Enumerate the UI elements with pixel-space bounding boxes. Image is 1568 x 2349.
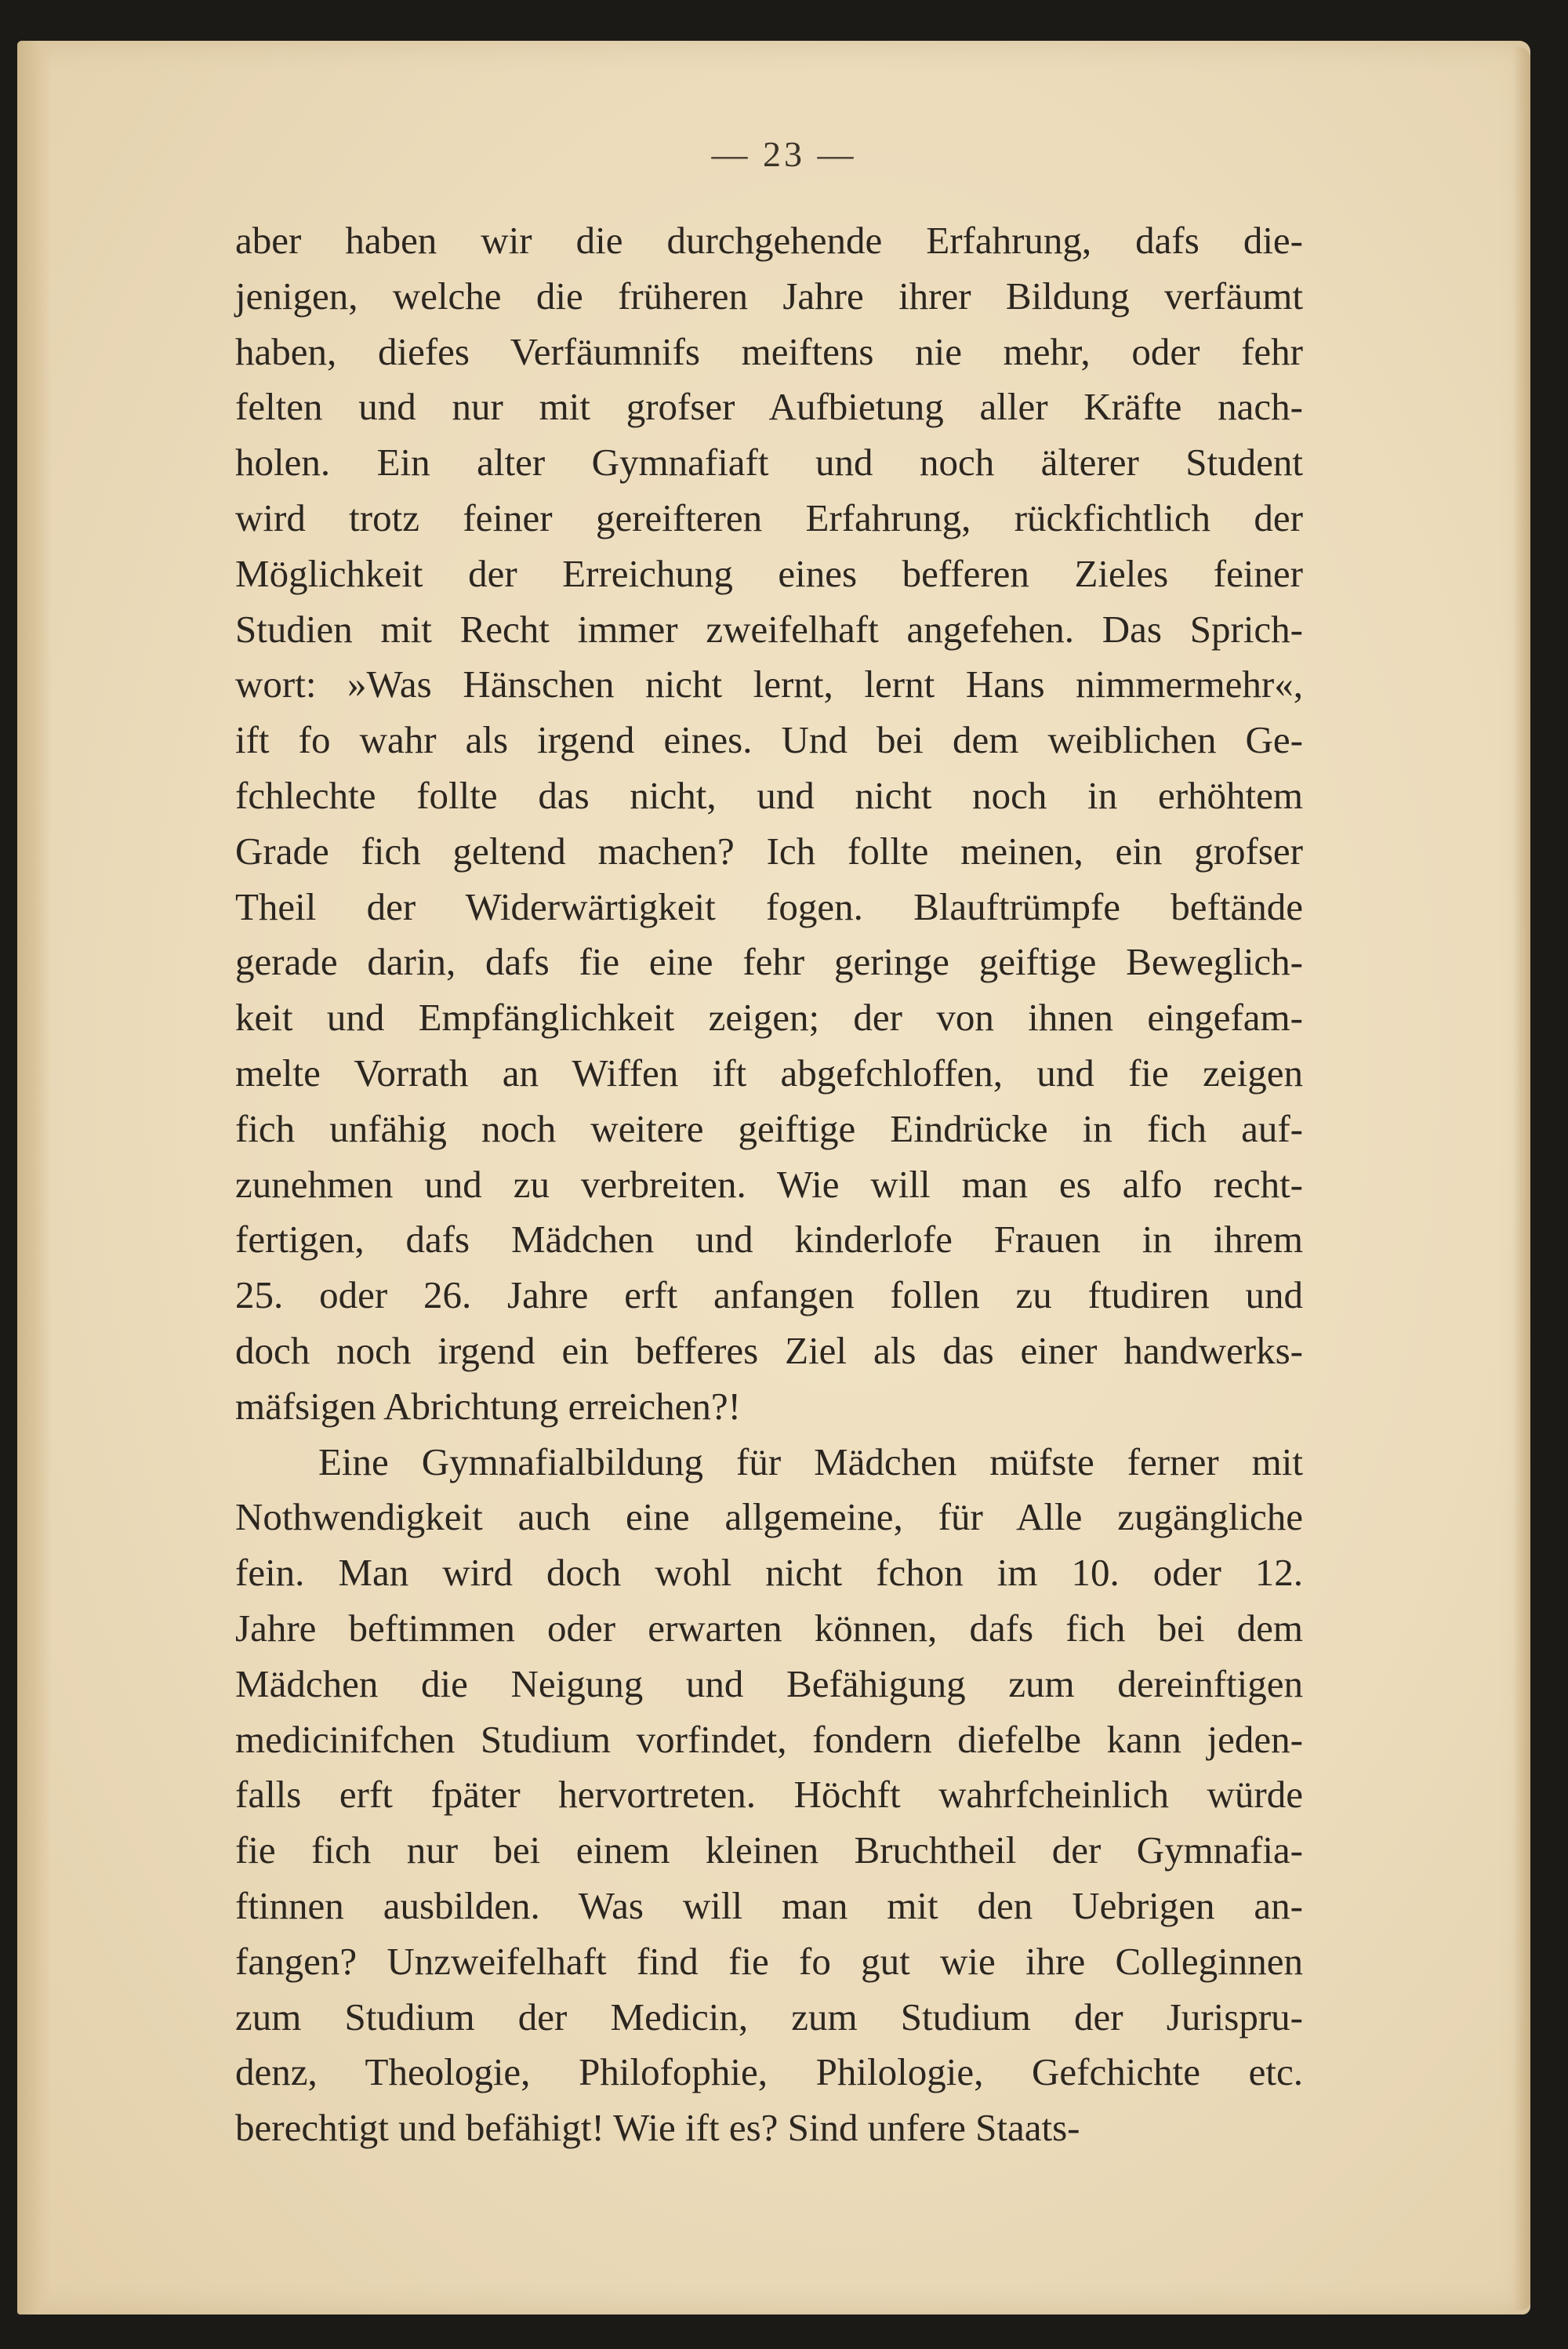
text-line: Eine Gymnafialbildung für Mädchen müfste ferner mit — [318, 1440, 1303, 1483]
page-number: — 23 — — [711, 134, 857, 174]
body-text — [235, 213, 1303, 2156]
text-line: fein. Man wird doch wohl nicht fchon im 10. oder 12. — [235, 1551, 1303, 1595]
text-line: Jahre beftimmen oder erwarten können, dafs fich bei dem — [235, 1606, 1303, 1650]
text-line: doch noch irgend ein befferes Ziel als das einer handwerks- — [235, 1328, 1303, 1372]
text-line: medicinifchen Studium vorfindet, fondern diefelbe kann jeden- — [235, 1717, 1303, 1761]
text-line: Nothwendigkeit auch eine allgemeine, für Alle zugängliche — [235, 1495, 1303, 1539]
text-line: Theil der Widerwärtigkeit fogen. Blauftrümpfe beftände — [235, 884, 1303, 928]
text-line: Grade fich geltend machen? Ich follte meinen, ein grofser — [235, 829, 1303, 873]
text-line: falls erft fpäter hervortreten. Höchft wahrfcheinlich würde — [235, 1773, 1303, 1817]
text-line: wort: »Was Hänschen nicht lernt, lernt Hans nimmermehr«, — [235, 663, 1303, 706]
text-line: Möglichkeit der Erreichung eines befferen Zieles feiner — [235, 551, 1303, 595]
text-line: felten und nur mit grofser Aufbietung aller Kräfte nach- — [235, 385, 1303, 429]
text-line: fertigen, dafs Mädchen und kinderlofe Frauen in ihrem — [235, 1218, 1303, 1262]
text-line: denz, Theologie, Philofophie, Philologie, Gefchichte etc. — [235, 2050, 1303, 2094]
text-line: haben, diefes Verfäumnifs meiftens nie mehr, oder fehr — [235, 329, 1303, 373]
text-line: berechtigt und befähigt! Wie ift es? Sind unfere Staats- — [235, 2106, 1080, 2150]
text-line: holen. Ein alter Gymnafiaft und noch älterer Student — [235, 441, 1303, 485]
text-line: Studien mit Recht immer zweifelhaft angefehen. Das Sprich- — [235, 607, 1303, 651]
text-line: Mädchen die Neigung und Befähigung zum dereinftigen — [235, 1661, 1303, 1705]
text-line: aber haben wir die durchgehende Erfahrung, dafs die- — [235, 219, 1303, 262]
text-line: fchlechte follte das nicht, und nicht noch in erhöhtem — [235, 773, 1303, 817]
text-line: zunehmen und zu verbreiten. Wie will man es alfo recht- — [235, 1162, 1303, 1206]
text-line: wird trotz feiner gereifteren Erfahrung, rückfichtlich der — [235, 496, 1303, 539]
text-line: 25. oder 26. Jahre erft anfangen follen zu ftudiren und — [235, 1273, 1303, 1317]
text-line: zum Studium der Medicin, zum Studium der Jurispru- — [235, 1995, 1303, 2039]
text-line: ftinnen ausbilden. Was will man mit den Uebrigen an- — [235, 1883, 1303, 1927]
text-line: keit und Empfänglichkeit zeigen; der von ihnen eingefam- — [235, 996, 1303, 1040]
paragraph — [235, 1435, 1303, 2156]
text-line: fie fich nur bei einem kleinen Bruchtheil der Gymnafia- — [235, 1828, 1303, 1872]
text-line: fangen? Unzweifelhaft find fie fo gut wie ihre Colleginnen — [235, 1939, 1303, 1983]
text-line: ift fo wahr als irgend eines. Und bei dem weiblichen Ge- — [235, 718, 1303, 762]
text-line: fich unfähig noch weitere geiftige Eindrücke in fich auf- — [235, 1106, 1303, 1150]
page-edge — [1513, 47, 1530, 2310]
paragraph — [235, 213, 1303, 1435]
text-line: melte Vorrath an Wiffen ift abgefchloffen, und fie zeigen — [235, 1051, 1303, 1095]
text-line: jenigen, welche die früheren Jahre ihrer Bildung verfäumt — [235, 274, 1303, 318]
text-line: mäfsigen Abrichtung erreichen?! — [235, 1384, 741, 1428]
gutter-shadow — [17, 41, 52, 2315]
text-line: gerade darin, dafs fie eine fehr geringe geiftige Beweglich- — [235, 940, 1303, 984]
